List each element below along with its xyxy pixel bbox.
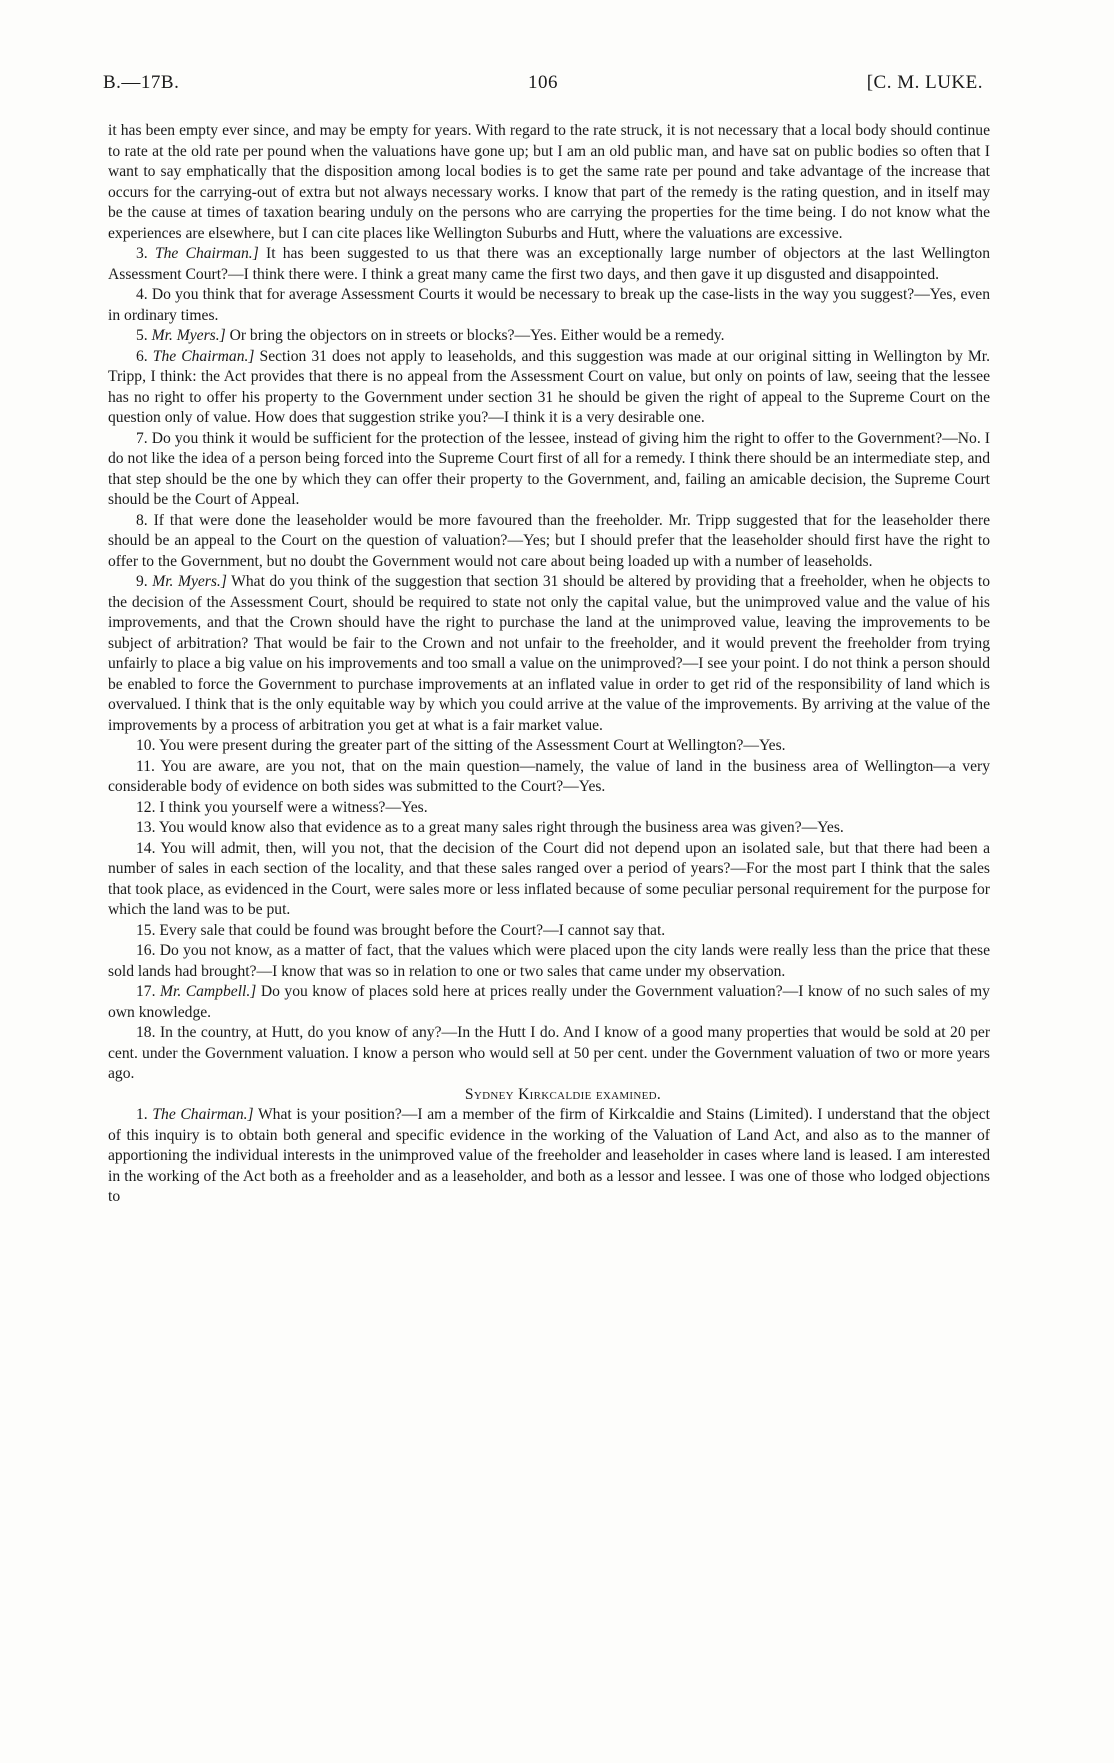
paragraph xyxy=(108,429,990,511)
body-text xyxy=(108,121,990,1208)
question-number: 11. xyxy=(136,757,155,775)
paragraph-text: Section 31 does not apply to leaseholds, and this suggestion was made at our original sitting in Wellington by Mr. Tripp, I think: the Act provides that there is no appeal from the Assessment Court on value, but only on points of law, seeing that the lessee has no right to offer his property to the Government under section 31 he should be given the right of appeal to the Supreme Court on the question only of value. How does that suggestion strike you?—I think it is a very desirable one. xyxy=(108,347,991,426)
speaker: Mr. Myers.] xyxy=(152,573,227,590)
question-number: 15. xyxy=(136,921,156,939)
question-number: 18. xyxy=(136,1024,156,1041)
paragraph-text: it has been empty ever since, and may be empty for years. With regard to the rate struck, it is not necessary that a local body should continue to rate at the old rate per pound when the valuations have gone up; but I am an old public man, and have sat on public bodies so often that I want to say emphatically that the disposition among local bodies is to get the same rate per pound and take advantage of the increase that occurs for the carrying-out of extra but not always necessary works. I know that part of the remedy is the rating question, and in itself may be the cause at times of taxation bearing unduly on the persons who are carrying the properties for the time being. I do not know what the experiences are elsewhere, but I can cite places like Wellington Suburbs and Hutt, where the valuations are excessive. xyxy=(108,122,990,242)
page-number: 106 xyxy=(528,72,558,93)
evidence-paragraphs-2 xyxy=(108,1105,990,1208)
paragraph-text: Every sale that could be found was brought before the Court?—I cannot say that. xyxy=(159,921,666,939)
paragraph xyxy=(108,736,990,757)
paragraph-text: You are aware, are you not, that on the main question—namely, the value of land in the business area of Wellington—a very considerable body of evidence on both sides was submitted to the Court?—Yes. xyxy=(108,757,990,795)
question-number: 13. xyxy=(136,819,156,836)
witness-name: [C. M. LUKE. xyxy=(866,72,983,93)
question-number: 14. xyxy=(136,839,156,857)
paragraph xyxy=(108,757,990,798)
paragraph-text: If that were done the leaseholder would be more favoured than the freeholder. Mr. Tripp suggested that for the leaseholder there should be an appeal to the Court on the question of valuation?—Yes; but I should prefer that the leaseholder should first have the right to offer to the Government, but no doubt the Government would not care about being loaded up with a number of leaseholds. xyxy=(108,511,991,570)
paragraph xyxy=(108,121,990,244)
paragraph xyxy=(108,1023,990,1085)
paragraph-text: Do you not know, as a matter of fact, that the values which were placed upon the city lands were really less than the price that these sold lands had brought?—I know that was so in relation to one or two sales that came under my observation. xyxy=(108,942,990,980)
paragraph xyxy=(108,1105,990,1208)
page-header xyxy=(103,72,983,98)
question-number: 5. xyxy=(136,327,148,344)
question-number: 12. xyxy=(136,798,156,816)
paragraph xyxy=(108,982,990,1023)
paragraph-text: It has been suggested to us that there was an exceptionally large number of objectors at the last Wellington Assessment Court?—I think there were. I think a great many came the first two days, and then gave it up disgusted and disappointed. xyxy=(108,245,991,283)
paragraph xyxy=(108,244,990,285)
question-number: 6. xyxy=(136,347,148,365)
speaker: The Chairman.] xyxy=(154,245,259,262)
paragraph xyxy=(108,798,990,819)
paragraph xyxy=(108,285,990,326)
speaker: Mr. Campbell.] xyxy=(160,983,257,1000)
paragraph xyxy=(108,347,990,429)
paragraph-text: You would know also that evidence as to a great many sales right through the business area was given?—Yes. xyxy=(158,819,844,836)
paragraph xyxy=(108,572,990,736)
speaker: The Chairman.] xyxy=(152,1106,254,1123)
paragraph xyxy=(108,511,990,573)
question-number: 1. xyxy=(136,1106,148,1123)
evidence-paragraphs xyxy=(108,121,990,1085)
question-number: 3. xyxy=(136,245,148,262)
question-number: 8. xyxy=(136,511,148,529)
paragraph-text: Do you think that for average Assessment Courts it would be necessary to break up the case-lists in the way you suggest?—Yes, even in ordinary times. xyxy=(108,286,990,324)
speaker: The Chairman.] xyxy=(152,347,255,365)
question-number: 16. xyxy=(136,942,156,959)
paragraph-text: I think you yourself were a witness?—Yes. xyxy=(159,798,428,816)
paragraph xyxy=(108,921,990,942)
section-heading: Sydney Kirkcaldie examined. xyxy=(464,1085,662,1103)
speaker: Mr. Myers.] xyxy=(151,327,226,344)
paragraph xyxy=(108,818,990,839)
paragraph xyxy=(108,839,990,921)
paragraph-text: Do you think it would be sufficient for the protection of the lessee, instead of giving him the right to offer to the Government?—No. I do not like the idea of a person being forced into the Supreme Court first of all for a remedy. I think there should be an intermediate step, and that step should be the one by which they can offer their property to the Government, and, failing an amicable decision, the Supreme Court should be the Court of Appeal. xyxy=(108,429,990,508)
paragraph-text: Do you know of places sold here at prices really under the Government valuation?—I know of no such sales of my own knowledge. xyxy=(108,983,990,1021)
report-reference: B.—17B. xyxy=(103,72,180,93)
paragraph-text: Or bring the objectors on in streets or blocks?—Yes. Either would be a remedy. xyxy=(229,327,725,344)
question-number: 4. xyxy=(136,286,148,303)
paragraph xyxy=(108,941,990,982)
paragraph xyxy=(108,326,990,347)
paragraph-text: You were present during the greater part of the sitting of the Assessment Court at Wellington?—Yes. xyxy=(158,737,786,754)
question-number: 9. xyxy=(136,573,148,590)
question-number: 17. xyxy=(136,983,156,1000)
paragraph-text: In the country, at Hutt, do you know of any?—In the Hutt I do. And I know of a good many properties that would be sold at 20 per cent. under the Government valuation. I know a person who would sell at 50 per cent. under the Government valuation of two or more years ago. xyxy=(108,1024,991,1082)
question-number: 10. xyxy=(136,737,156,754)
paragraph-text: You will admit, then, will you not, that the decision of the Court did not depend upon an isolated sale, but that there had been a number of sales in each section of the locality, and that these sales ranged over a period of years?—For the most part I think that the sales that took place, as evidenced in the Court, were sales more or less inflated because of some peculiar personal requirement for the purpose for which the land was to be put. xyxy=(108,839,990,918)
paragraph-text: What do you think of the suggestion that section 31 should be altered by providing that a freeholder, when he objects to the decision of the Assessment Court, should be required to state not only the capital value, but the unimproved value and the value of his improvements, and that the Crown should have the right to purchase the land at the unimproved value, leaving the improvements to be subject of arbitration? That would be fair to the Crown and not unfair to the freeholder, and it would prevent the freeholder from trying unfairly to place a big value on his improvements and too small a value on the unimproved?—I see your point. I do not think a person should be enabled to force the Government to purchase improvements at an inflated value in order to get rid of the responsibility of land which is overvalued. I think that is the only equitable way by which you could arrive at the value of the improvements. By arriving at the value of the improvements by a process of arbitration you get at what is a fair market value. xyxy=(108,573,990,734)
paragraph-text: What is your position?—I am a member of the firm of Kirkcaldie and Stains (Limited). I understand that the object of this inquiry is to obtain both general and specific evidence in the working of the Valuation of Land Act, and also as to the manner of apportioning the individual interests in the unimproved value of the freeholder and leaseholder in cases where land is leased. I am interested in the working of the Act both as a freeholder and as a leaseholder, and both as a lessor and lessee. I was one of those who lodged objections to xyxy=(108,1106,990,1205)
question-number: 7. xyxy=(136,429,148,447)
